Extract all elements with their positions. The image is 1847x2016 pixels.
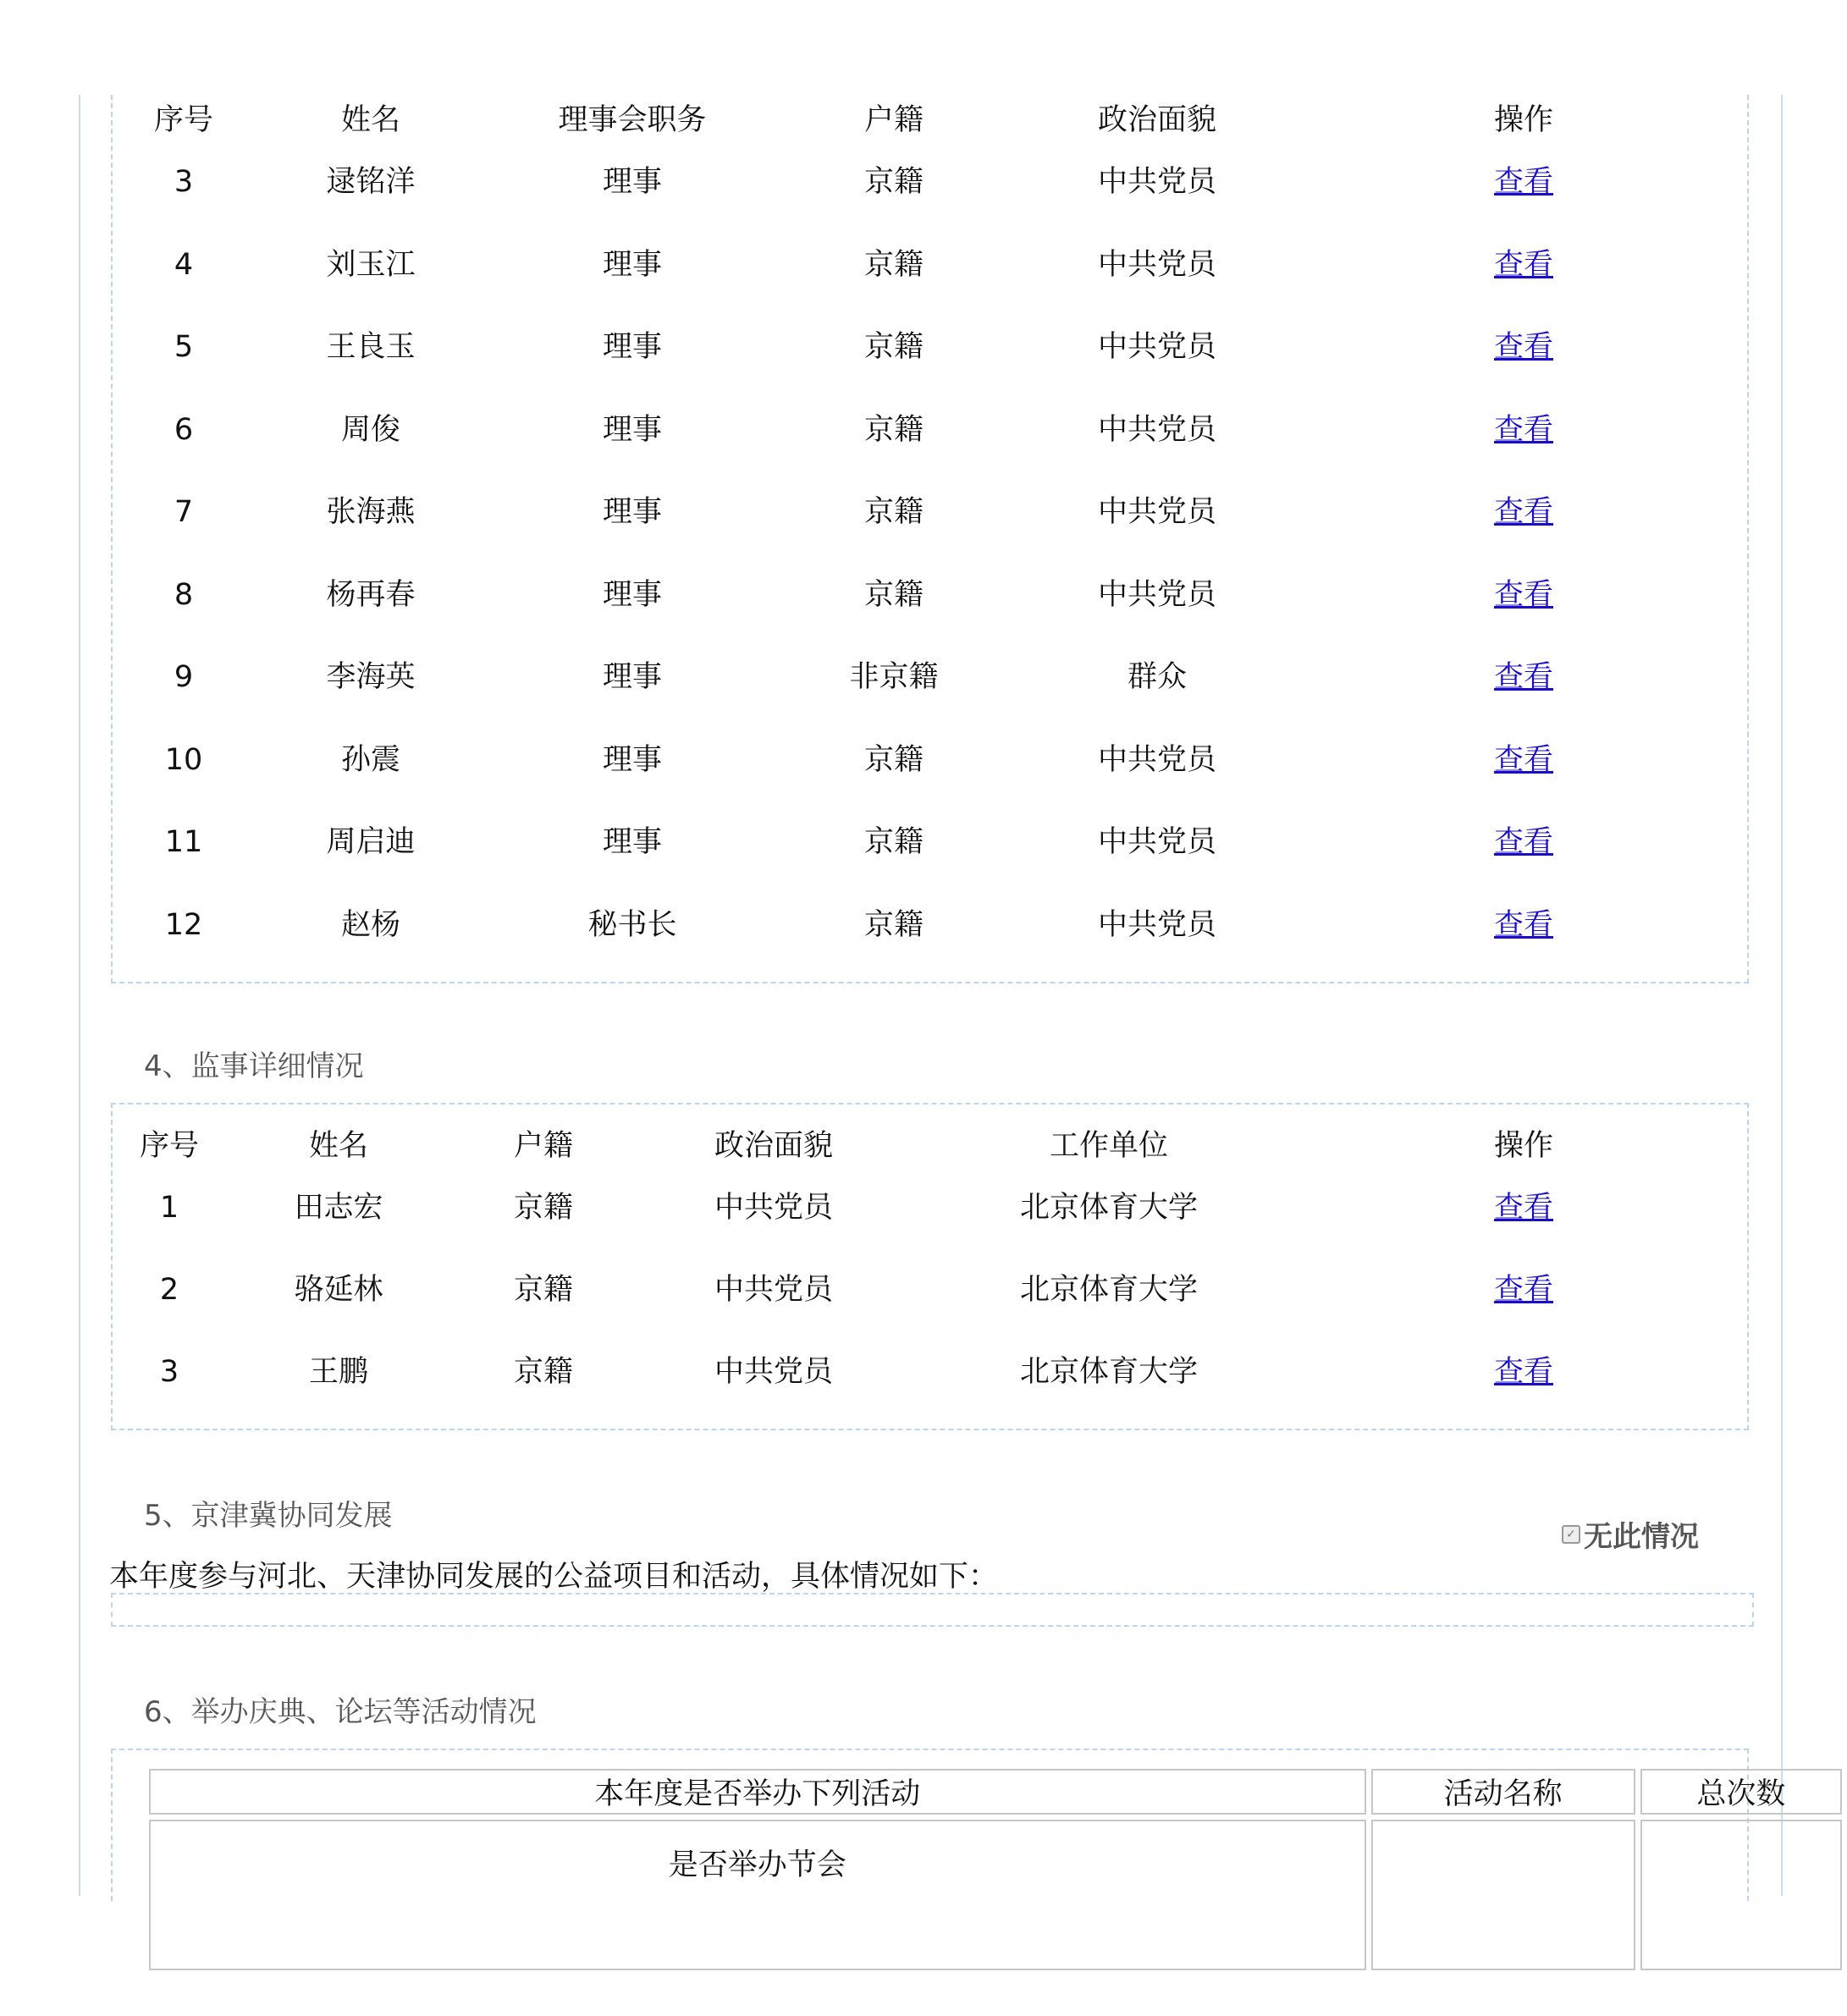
row-name: 杨再春 [326, 577, 416, 612]
row-political-status: 中共党员 [1097, 825, 1217, 859]
row-position: 秘书长 [587, 907, 677, 942]
council-table-box [111, 95, 1749, 983]
activities-row-festival-name-cell [1371, 1820, 1635, 1970]
row-position: 理事 [602, 742, 663, 777]
row-name: 张海燕 [326, 495, 416, 529]
col-header-household: 户籍 [863, 103, 924, 137]
view-link[interactable]: 查看 [1493, 577, 1554, 612]
row-index: 2 [159, 1273, 179, 1307]
row-political-status: 中共党员 [1097, 165, 1217, 199]
view-link[interactable]: 查看 [1493, 412, 1554, 447]
row-political-status: 中共党员 [1097, 330, 1217, 364]
activities-table [144, 1764, 1847, 1975]
table-row [113, 1264, 1747, 1315]
row-index: 4 [174, 247, 194, 282]
row-name: 孙震 [340, 742, 401, 777]
col-header-position: 理事会职务 [558, 103, 707, 137]
table-row [113, 900, 1747, 950]
table-row [113, 817, 1747, 868]
activities-section-title: 6、举办庆典、论坛等活动情况 [144, 1695, 537, 1729]
col-header-index: 序号 [139, 1129, 200, 1163]
view-link[interactable]: 查看 [1493, 907, 1554, 942]
row-name: 王良玉 [326, 330, 416, 364]
row-workplace: 北京体育大学 [1019, 1355, 1199, 1389]
row-name: 王鹏 [308, 1355, 369, 1389]
row-position: 理事 [602, 247, 663, 282]
row-name: 逯铭洋 [326, 165, 416, 199]
supervisors-table-box [111, 1103, 1749, 1430]
row-workplace: 北京体育大学 [1019, 1191, 1199, 1225]
row-index: 8 [174, 577, 194, 612]
row-index: 9 [174, 660, 194, 694]
row-household: 京籍 [863, 577, 924, 612]
table-row [113, 652, 1747, 702]
table-row [113, 240, 1747, 290]
row-index: 3 [174, 165, 194, 199]
view-link[interactable]: 查看 [1493, 330, 1554, 364]
col-header-action: 操作 [1493, 1129, 1554, 1163]
row-index: 10 [164, 742, 203, 777]
table-row [113, 1182, 1747, 1233]
supervisors-header-row [113, 1121, 1747, 1171]
row-political-status: 中共党员 [1097, 577, 1217, 612]
activities-first-row-text: 是否举办节会 [668, 1848, 846, 1882]
row-political-status: 中共党员 [1097, 907, 1217, 942]
council-header-row [113, 95, 1747, 146]
row-index: 3 [159, 1355, 179, 1389]
row-name: 李海英 [326, 660, 416, 694]
row-position: 理事 [602, 495, 663, 529]
table-row [113, 570, 1747, 620]
row-name: 刘玉江 [326, 247, 416, 282]
table-row [113, 157, 1747, 207]
table-row [113, 1347, 1747, 1397]
activities-col-header-count: 总次数 [1640, 1769, 1842, 1815]
row-household: 非京籍 [849, 660, 939, 694]
supervisors-section-title: 4、监事详细情况 [144, 1049, 364, 1083]
view-link[interactable]: 查看 [1493, 495, 1554, 529]
row-index: 12 [164, 907, 203, 942]
view-link[interactable]: 查看 [1493, 1191, 1554, 1225]
col-header-index: 序号 [153, 103, 214, 137]
row-political-status: 中共党员 [714, 1273, 834, 1307]
table-row [113, 735, 1747, 785]
row-political-status: 中共党员 [714, 1191, 834, 1225]
row-political-status: 中共党员 [714, 1355, 834, 1389]
row-position: 理事 [602, 825, 663, 859]
view-link[interactable]: 查看 [1493, 742, 1554, 777]
view-link[interactable]: 查看 [1493, 660, 1554, 694]
activities-row-festival-count-cell [1640, 1820, 1842, 1970]
row-household: 京籍 [863, 165, 924, 199]
table-row [113, 322, 1747, 372]
col-header-household: 户籍 [513, 1129, 574, 1163]
view-link[interactable]: 查看 [1493, 247, 1554, 282]
row-workplace: 北京体育大学 [1019, 1273, 1199, 1307]
col-header-action: 操作 [1493, 103, 1554, 137]
col-header-name: 姓名 [308, 1129, 369, 1163]
row-position: 理事 [602, 412, 663, 447]
row-position: 理事 [602, 577, 663, 612]
col-header-political-status: 政治面貌 [714, 1129, 834, 1163]
view-link[interactable]: 查看 [1493, 1273, 1554, 1307]
col-header-name: 姓名 [340, 103, 401, 137]
table-row [113, 405, 1747, 455]
row-index: 7 [174, 495, 194, 529]
row-position: 理事 [602, 330, 663, 364]
row-household: 京籍 [863, 247, 924, 282]
row-household: 京籍 [863, 495, 924, 529]
frame-left-border [79, 95, 80, 1896]
row-name: 赵杨 [340, 907, 401, 942]
row-political-status: 中共党员 [1097, 495, 1217, 529]
coordination-content-box [111, 1593, 1754, 1627]
row-household: 京籍 [863, 907, 924, 942]
row-household: 京籍 [863, 825, 924, 859]
table-row [113, 487, 1747, 537]
row-household: 京籍 [863, 330, 924, 364]
no-such-case-checkbox[interactable] [1562, 1513, 1699, 1555]
row-index: 11 [164, 825, 203, 859]
activities-col-header-hosted: 本年度是否举办下列活动 [149, 1769, 1366, 1815]
row-household: 京籍 [863, 412, 924, 447]
row-household: 京籍 [513, 1273, 574, 1307]
row-index: 1 [159, 1191, 179, 1225]
row-name: 周启迪 [326, 825, 416, 859]
row-political-status: 中共党员 [1097, 412, 1217, 447]
activities-col-header-name: 活动名称 [1371, 1769, 1635, 1815]
row-index: 6 [174, 412, 194, 447]
row-household: 京籍 [513, 1355, 574, 1389]
row-position: 理事 [602, 165, 663, 199]
row-name: 周俊 [340, 412, 401, 447]
coordination-description: 本年度参与河北、天津协同发展的公益项目和活动，具体情况如下： [109, 1560, 999, 1594]
frame-right-border [1781, 95, 1783, 1896]
row-index: 5 [174, 330, 194, 364]
row-household: 京籍 [863, 742, 924, 777]
coordination-section-title: 5、京津冀协同发展 [144, 1499, 393, 1533]
view-link[interactable]: 查看 [1493, 1355, 1554, 1389]
row-name: 田志宏 [294, 1191, 383, 1225]
activities-row-festival-label [149, 1820, 1366, 1970]
checkbox-check-icon[interactable]: ✓ [1562, 1525, 1580, 1544]
col-header-political-status: 政治面貌 [1097, 103, 1217, 137]
view-link[interactable]: 查看 [1493, 825, 1554, 859]
row-position: 理事 [602, 660, 663, 694]
col-header-workplace: 工作单位 [1049, 1129, 1169, 1163]
row-name: 骆延林 [294, 1273, 383, 1307]
row-political-status: 中共党员 [1097, 247, 1217, 282]
view-link[interactable]: 查看 [1493, 165, 1554, 199]
row-political-status: 群众 [1127, 660, 1188, 694]
row-household: 京籍 [513, 1191, 574, 1225]
no-such-case-label: 无此情况 [1584, 1520, 1699, 1554]
row-political-status: 中共党员 [1097, 742, 1217, 777]
